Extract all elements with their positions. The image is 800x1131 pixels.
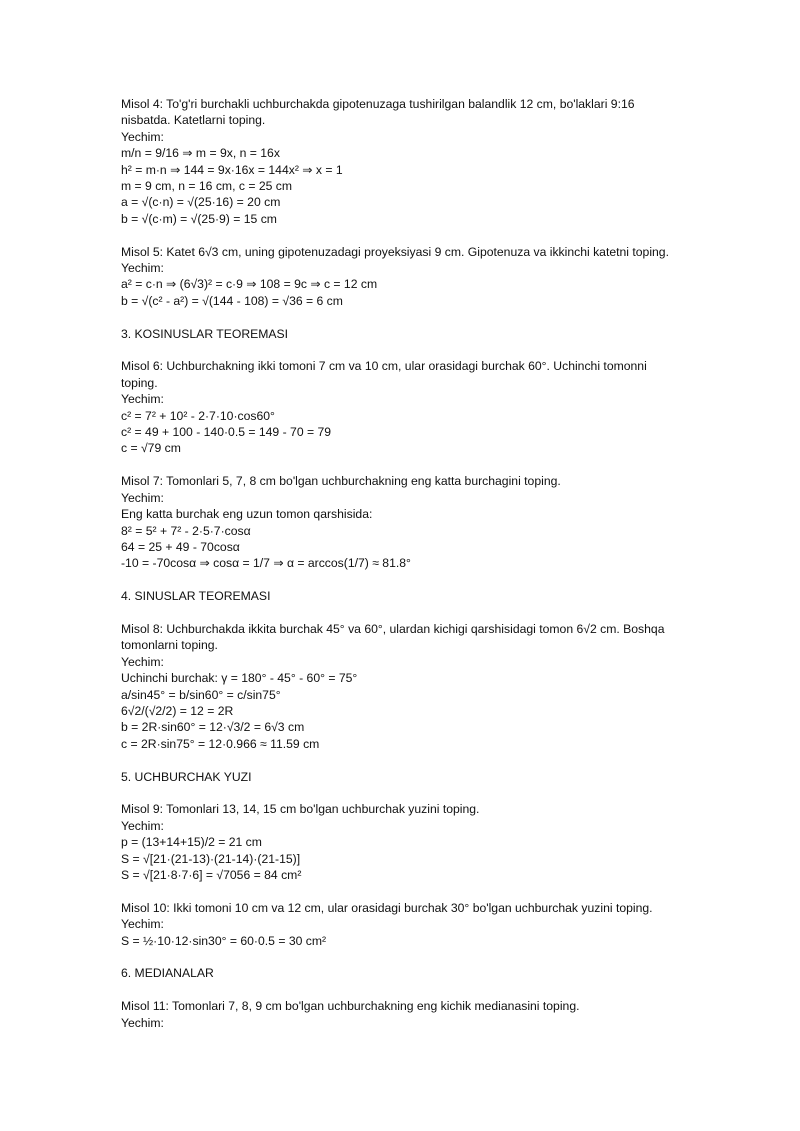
section-heading: 4. SINUSLAR TEOREMASI bbox=[121, 589, 271, 604]
text-line: a = √(c·n) = √(25·16) = 20 cm bbox=[121, 195, 281, 210]
text-line: m = 9 cm, n = 16 cm, c = 25 cm bbox=[121, 179, 293, 194]
blank-line bbox=[121, 457, 680, 473]
text-line: Yechim: bbox=[121, 490, 164, 505]
blank-line bbox=[121, 752, 680, 768]
blank-line bbox=[121, 605, 680, 621]
text-line: b = √(c² - a²) = √(144 - 108) = √36 = 6 cm bbox=[121, 293, 343, 308]
text-line: Yechim: bbox=[121, 917, 164, 932]
blank-line bbox=[121, 982, 680, 998]
blank-line bbox=[121, 949, 680, 965]
blank-line bbox=[121, 309, 680, 325]
blank-line bbox=[121, 342, 680, 358]
text-line: Eng katta burchak eng uzun tomon qarshisida: bbox=[121, 507, 373, 522]
text-line: c = 2R·sin75° = 12·0.966 ≈ 11.59 cm bbox=[121, 736, 320, 751]
blank-line bbox=[121, 883, 680, 899]
text-line: Yechim: bbox=[121, 129, 164, 144]
text-line: 6√2/(√2/2) = 12 = 2R bbox=[121, 703, 234, 718]
text-line: c² = 49 + 100 - 140·0.5 = 149 - 70 = 79 bbox=[121, 425, 332, 440]
text-line: h² = m·n ⇒ 144 = 9x·16x = 144x² ⇒ x = 1 bbox=[121, 162, 343, 177]
section-heading: 5. UCHBURCHAK YUZI bbox=[121, 769, 252, 784]
problem-statement: Misol 10: Ikki tomoni 10 cm va 12 cm, ular orasidagi burchak 30° bo'lgan uchburchak yuzini toping. bbox=[121, 900, 653, 915]
text-line: c = √79 cm bbox=[121, 441, 181, 456]
text-line: S = ½·10·12·sin30° = 60·0.5 = 30 cm² bbox=[121, 933, 327, 948]
blank-line bbox=[121, 227, 680, 243]
text-line: p = (13+14+15)/2 = 21 cm bbox=[121, 835, 262, 850]
document-body bbox=[121, 96, 680, 1031]
problem-statement: Misol 6: Uchburchakning ikki tomoni 7 cm va 10 cm, ular orasidagi burchak 60°. Uchinchi tomonni toping. bbox=[121, 359, 647, 390]
text-line: Yechim: bbox=[121, 1015, 164, 1030]
section-heading: 6. MEDIANALAR bbox=[121, 966, 214, 981]
text-line: Yechim: bbox=[121, 261, 164, 276]
problem-statement: Misol 9: Tomonlari 13, 14, 15 cm bo'lgan uchburchak yuzini toping. bbox=[121, 802, 480, 817]
text-line: 64 = 25 + 49 - 70cosα bbox=[121, 539, 240, 554]
text-line: Yechim: bbox=[121, 654, 164, 669]
problem-statement: Misol 7: Tomonlari 5, 7, 8 cm bo'lgan uchburchakning eng katta burchagini toping. bbox=[121, 474, 561, 489]
text-line: Yechim: bbox=[121, 392, 164, 407]
section-heading: 3. KOSINUSLAR TEOREMASI bbox=[121, 326, 289, 341]
text-line: b = 2R·sin60° = 12·√3/2 = 6√3 cm bbox=[121, 720, 305, 735]
text-line: m/n = 9/16 ⇒ m = 9x, n = 16x bbox=[121, 146, 280, 161]
text-line: -10 = -70cosα ⇒ cosα = 1/7 ⇒ α = arccos(1/7) ≈ 81.8° bbox=[121, 556, 411, 571]
text-line: Uchinchi burchak: γ = 180° - 45° - 60° = 75° bbox=[121, 671, 358, 686]
blank-line bbox=[121, 572, 680, 588]
blank-line bbox=[121, 785, 680, 801]
text-line: a² = c·n ⇒ (6√3)² = c·9 ⇒ 108 = 9c ⇒ c = 12 cm bbox=[121, 277, 378, 292]
text-line: a/sin45° = b/sin60° = c/sin75° bbox=[121, 687, 281, 702]
problem-statement: Misol 8: Uchburchakda ikkita burchak 45° va 60°, ulardan kichigi qarshisidagi tomon 6√2 cm. Boshqa tomonlarni toping. bbox=[121, 621, 665, 653]
text-line: S = √[21·8·7·6] = √7056 = 84 cm² bbox=[121, 867, 302, 882]
problem-statement: Misol 4: To'g'ri burchakli uchburchakda gipotenuzaga tushirilgan balandlik 12 cm, bo'laklari 9:16 nisbatda. Katetlarni toping. bbox=[121, 97, 635, 128]
text-line: Yechim: bbox=[121, 818, 164, 833]
problem-statement: Misol 5: Katet 6√3 cm, uning gipotenuzadagi proyeksiyasi 9 cm. Gipotenuza va ikkinchi katetni toping. bbox=[121, 244, 669, 259]
problem-statement: Misol 11: Tomonlari 7, 8, 9 cm bo'lgan uchburchakning eng kichik medianasini toping. bbox=[121, 999, 580, 1014]
text-line: S = √[21·(21-13)·(21-14)·(21-15)] bbox=[121, 851, 301, 866]
text-line: 8² = 5² + 7² - 2·5·7·cosα bbox=[121, 523, 251, 538]
text-line: b = √(c·m) = √(25·9) = 15 cm bbox=[121, 211, 277, 226]
text-line: c² = 7² + 10² - 2·7·10·cos60° bbox=[121, 408, 275, 423]
